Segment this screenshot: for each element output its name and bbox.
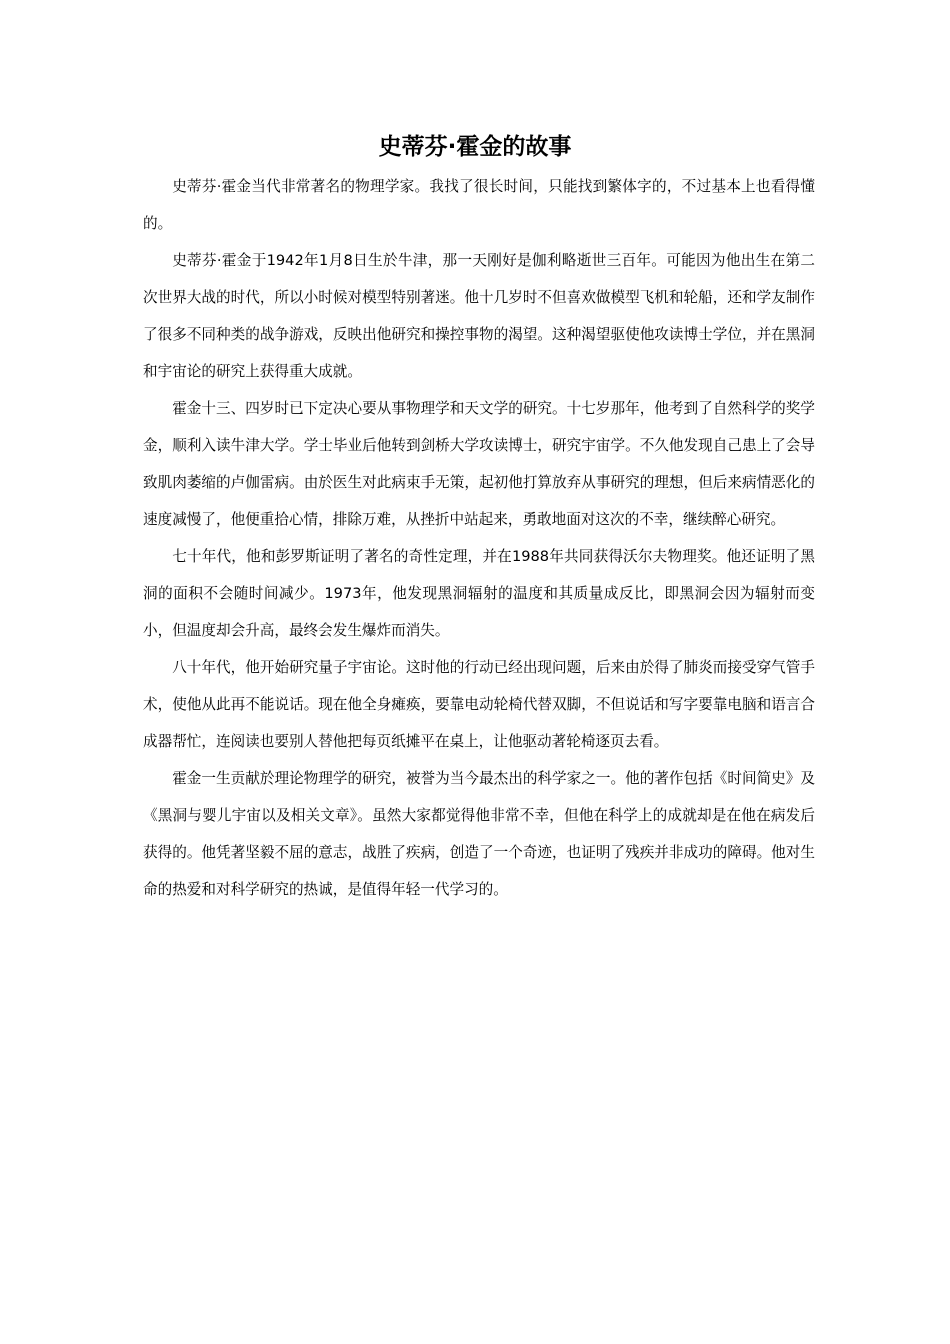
paragraph-4: 七十年代，他和彭罗斯证明了著名的奇性定理，并在1988年共同获得沃尔夫物理奖。他还证明了黑洞的面积不会随时间减少。1973年，他发现黑洞辐射的温度和其质量成反比，即黑洞会因为辐射而变小，但温度却会升高，最终会发生爆炸而消失。 — [143, 548, 815, 639]
document-body — [143, 168, 815, 908]
paragraph-1: 史蒂芬·霍金当代非常著名的物理学家。我找了很长时间，只能找到繁体字的，不过基本上也看得懂的。 — [143, 178, 815, 232]
paragraph-3: 霍金十三、四岁时已下定决心要从事物理学和天文学的研究。十七岁那年，他考到了自然科学的奖学金，顺利入读牛津大学。学士毕业后他转到剑桥大学攻读博士，研究宇宙学。不久他发现自己患上了会导致肌肉萎缩的卢伽雷病。由於医生对此病束手无策，起初他打算放弃从事研究的理想，但后来病情恶化的速度减慢了，他便重拾心情，排除万难，从挫折中站起来，勇敢地面对这次的不幸，继续醉心研究。 — [143, 400, 815, 528]
document-title: 史蒂芬·霍金的故事 — [378, 134, 572, 160]
paragraph-6: 霍金一生贡献於理论物理学的研究，被誉为当今最杰出的科学家之一。他的著作包括《时间简史》及《黑洞与婴儿宇宙以及相关文章》。虽然大家都觉得他非常不幸，但他在科学上的成就却是在他在病发后获得的。他凭著坚毅不屈的意志，战胜了疾病，创造了一个奇迹，也证明了残疾并非成功的障碍。他对生命的热爱和对科学研究的热诚，是值得年轻一代学习的。 — [143, 770, 815, 898]
paragraph-2: 史蒂芬·霍金于1942年1月8日生於牛津，那一天刚好是伽利略逝世三百年。可能因为他出生在第二次世界大战的时代，所以小时候对模型特别著迷。他十几岁时不但喜欢做模型飞机和轮船，还和学友制作了很多不同种类的战争游戏，反映出他研究和操控事物的渴望。这种渴望驱使他攻读博士学位，并在黑洞和宇宙论的研究上获得重大成就。 — [143, 252, 815, 380]
paragraph-5: 八十年代，他开始研究量子宇宙论。这时他的行动已经出现问题，后来由於得了肺炎而接受穿气管手术，使他从此再不能说话。现在他全身瘫痪，要靠电动轮椅代替双脚，不但说话和写字要靠电脑和语言合成器帮忙，连阅读也要别人替他把每页纸摊平在桌上，让他驱动著轮椅逐页去看。 — [143, 659, 815, 750]
